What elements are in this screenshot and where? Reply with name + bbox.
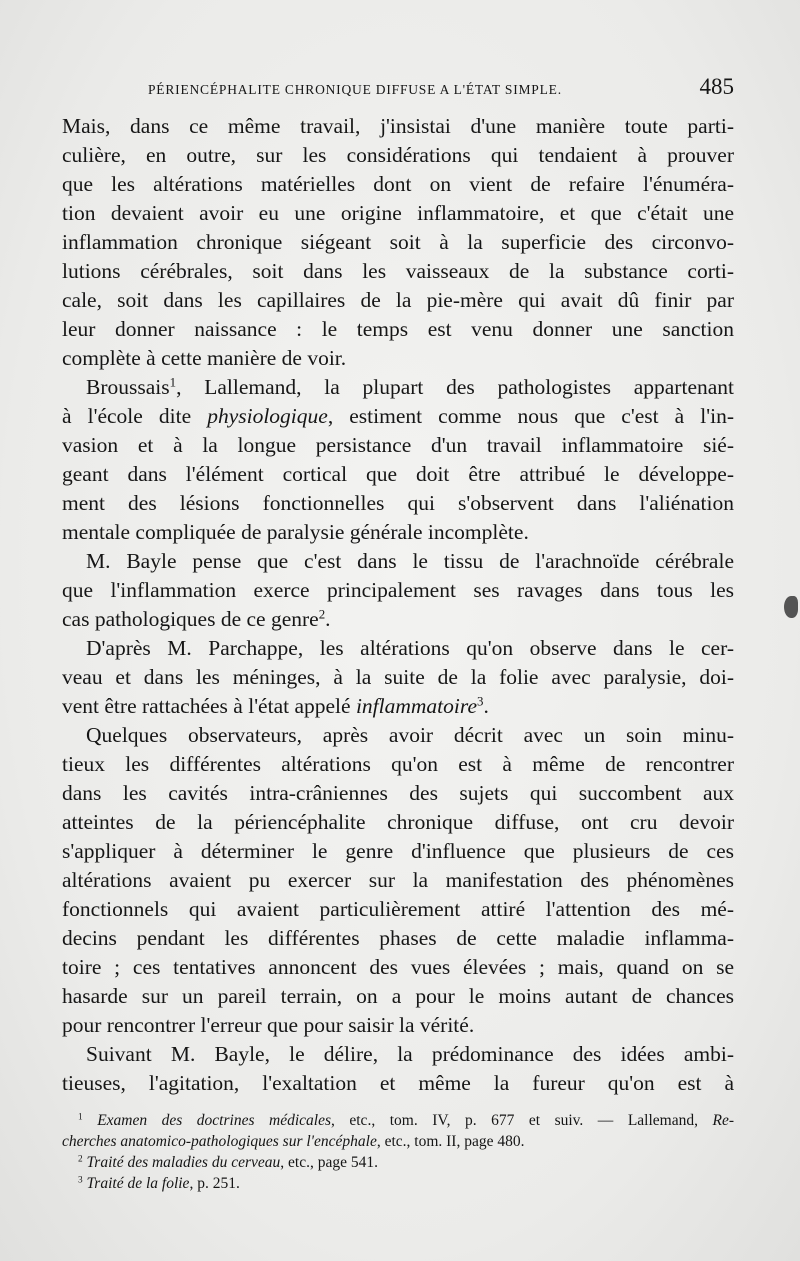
text-line: lutions cérébrales, soit dans les vaisseaux de la substance corti-: [62, 259, 734, 283]
text-line: veau et dans les méninges, à la suite de la folie avec paralysie, doi-: [62, 665, 734, 689]
line-part: cas pathologiques de ce genre: [62, 607, 319, 631]
text-line: geant dans l'élément cortical que doit être attribué le développe-: [62, 462, 734, 486]
text-line: atteintes de la périencéphalite chronique diffuse, ont cru devoir: [62, 810, 734, 834]
footnote-italic: Traité des maladies du cerveau: [86, 1154, 281, 1171]
text-line: culière, en outre, sur les considérations qui tendaient à prouver: [62, 143, 734, 167]
footnote-1-continued: [62, 1131, 734, 1152]
footnote-1: [62, 1110, 734, 1131]
italic-term: physiologique: [207, 404, 328, 428]
footnote-italic: Examen des doctrines médicales: [97, 1112, 331, 1129]
text-line: cale, soit dans les capillaires de la pie-mère qui avait dû finir par: [62, 288, 734, 312]
italic-term: inflammatoire: [355, 694, 477, 718]
footnotes: [62, 1110, 734, 1194]
ink-smudge: [784, 596, 798, 618]
text-line: dans les cavités intra-crâniennes des sujets qui succombent aux: [62, 781, 734, 805]
line-part: , estiment comme nous que c'est à l'in-: [327, 404, 734, 428]
footnote-text: , etc., page 541.: [280, 1154, 378, 1171]
footnote-italic: cherches anatomico-pathologiques sur l'encéphale: [62, 1133, 377, 1150]
text-line: [62, 605, 734, 634]
text-line: inflammation chronique siégeant soit à la superficie des circonvo-: [62, 230, 734, 254]
text-line: [62, 373, 734, 402]
text-line: ment des lésions fonctionnelles qui s'observent dans l'aliénation: [62, 491, 734, 515]
line-part: .: [483, 694, 489, 718]
footnote-3: [62, 1173, 734, 1194]
body-text: [62, 112, 734, 1098]
text-line: hasarde sur un pareil terrain, on a pour le moins autant de chances: [62, 984, 734, 1008]
text-line: mentale compliquée de paralysie générale incomplète.: [62, 520, 529, 544]
text-line: s'appliquer à déterminer le genre d'influence que plusieurs de ces: [62, 839, 734, 863]
footnote-2: [62, 1152, 734, 1173]
footnote-text: , p. 251.: [189, 1175, 240, 1192]
text-line: Mais, dans ce même travail, j'insistai d'une manière toute parti-: [62, 114, 734, 138]
text-line: vasion et à la longue persistance d'un travail inflammatoire sié-: [62, 433, 734, 457]
page-header: [148, 74, 734, 104]
footnote-number: 2: [78, 1154, 83, 1165]
line-part: , Lallemand, la plupart des pathologistes appartenant: [176, 375, 734, 399]
text-line: Quelques observateurs, après avoir décrit avec un soin minu-: [86, 723, 734, 747]
text-line: que l'inflammation exerce principalement ses ravages dans tous les: [62, 578, 734, 602]
footnote-text: , etc., tom. II, page 480.: [376, 1133, 525, 1150]
text-line: tieux les différentes altérations qu'on est à même de rencontrer: [62, 752, 734, 776]
text-line: tion devaient avoir eu une origine inflammatoire, et que c'était une: [62, 201, 734, 225]
running-title: PÉRIENCÉPHALITE CHRONIQUE DIFFUSE A L'ÉTAT SIMPLE.: [148, 82, 562, 97]
text-line: M. Bayle pense que c'est dans le tissu de l'arachnoïde cérébrale: [86, 549, 734, 573]
footnote-text: , etc., tom. IV, p. 677 et suiv. — Lallemand,: [330, 1112, 713, 1129]
line-part: .: [325, 607, 331, 631]
text-line: tieuses, l'agitation, l'exaltation et même la fureur qu'on est à: [62, 1071, 734, 1095]
footnote-mark: 3: [477, 694, 484, 709]
line-part: Broussais: [86, 375, 170, 399]
line-part: vent être rattachées à l'état appelé: [62, 694, 356, 718]
footnote-number: 3: [78, 1175, 83, 1186]
footnote-italic: Traité de la folie: [86, 1175, 190, 1192]
text-line: altérations avaient pu exercer sur la manifestation des phénomènes: [62, 868, 734, 892]
text-line: fonctionnels qui avaient particulièrement attiré l'attention des mé-: [62, 897, 734, 921]
text-line: Suivant M. Bayle, le délire, la prédominance des idées ambi-: [86, 1042, 734, 1066]
text-line: D'après M. Parchappe, les altérations qu'on observe dans le cer-: [86, 636, 734, 660]
text-line: decins pendant les différentes phases de cette maladie inflamma-: [62, 926, 734, 950]
footnote-mark: 2: [318, 607, 326, 622]
text-line: leur donner naissance : le temps est venu donner une sanction: [62, 317, 734, 341]
text-line: que les altérations matérielles dont on vient de refaire l'énuméra-: [62, 172, 734, 196]
line-part: à l'école dite: [62, 404, 208, 428]
text-line: [62, 402, 734, 431]
text-line: complète à cette manière de voir.: [62, 346, 347, 370]
text-line: pour rencontrer l'erreur que pour saisir la vérité.: [62, 1013, 475, 1037]
footnote-italic: Re-: [712, 1112, 734, 1129]
text-line: toire ; ces tentatives annoncent des vues élevées ; mais, quand on se: [62, 955, 734, 979]
footnote-number: 1: [78, 1112, 83, 1123]
page-number: 485: [699, 74, 734, 99]
text-line: [62, 692, 734, 721]
footnote-mark: 1: [169, 375, 177, 390]
